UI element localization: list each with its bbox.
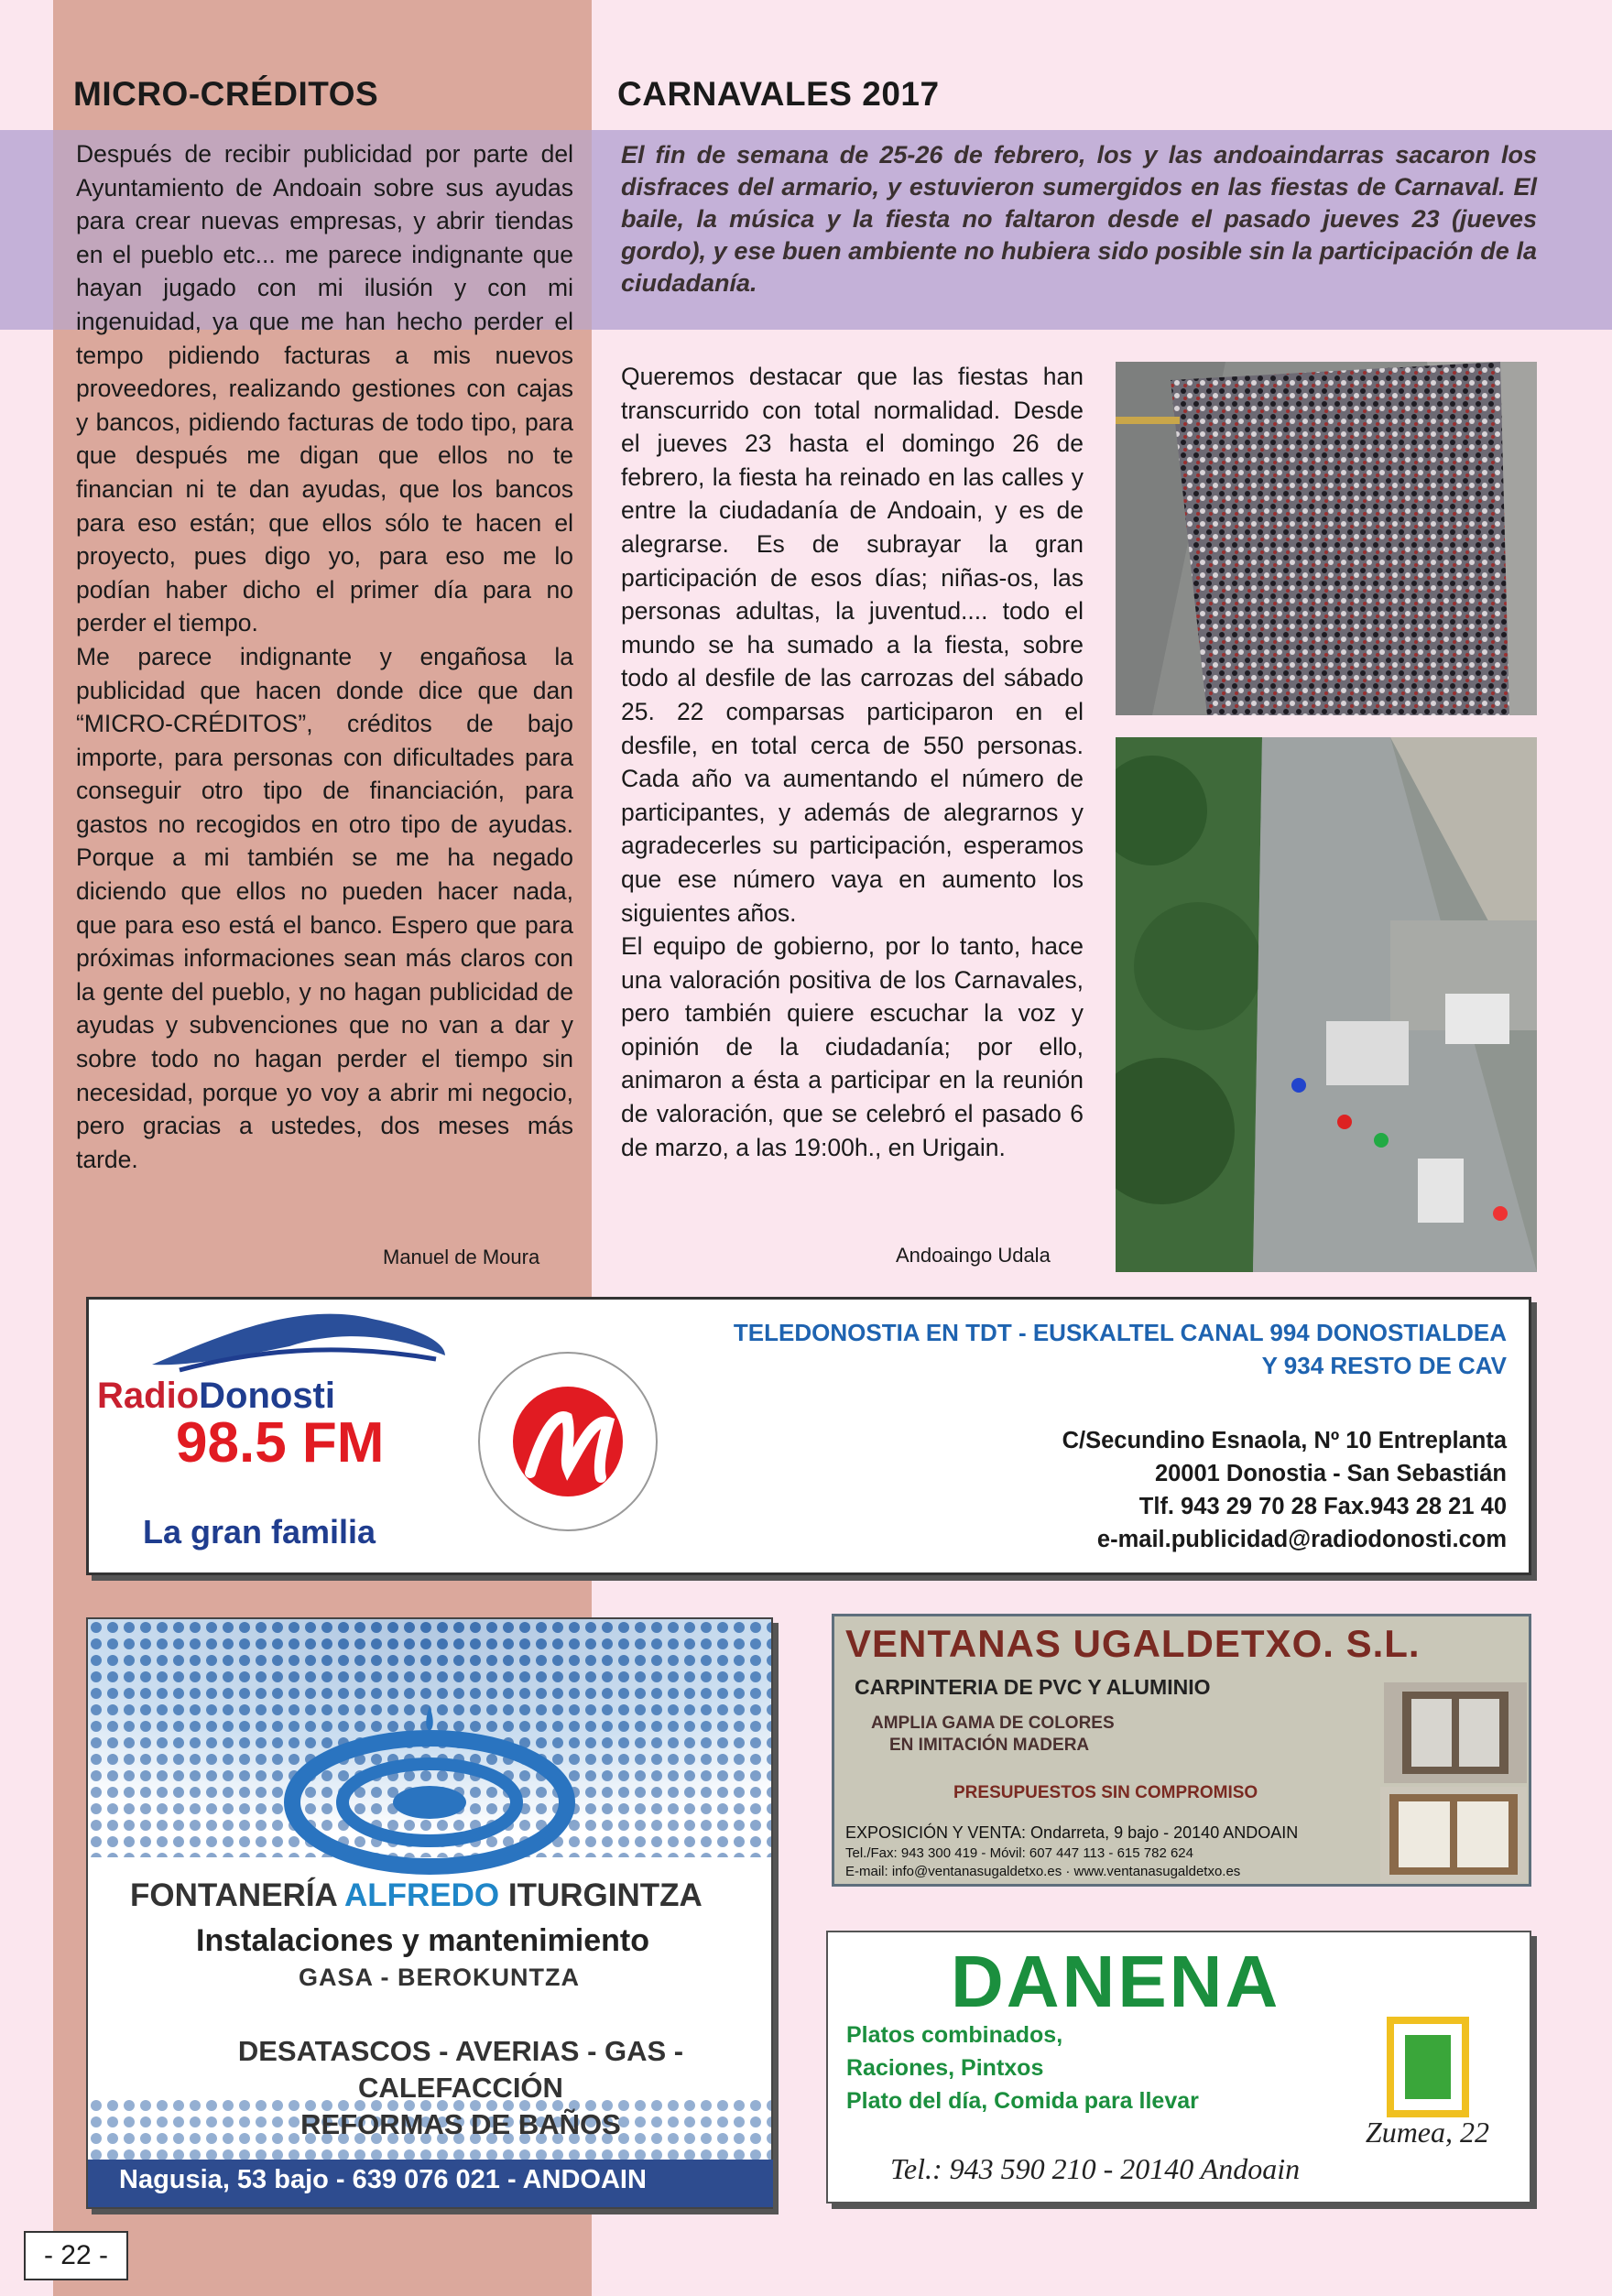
ventanas-contact-3: E-mail: info@ventanasugaldetxo.es · www.ventanasugaldetxo.es [845,1864,1241,1879]
fontaneria-subtitle: Instalaciones y mantenimiento [196,1923,650,1958]
right-article-body: Queremos destacar que las fiestas han transcurrido con total normalidad. Desde el jueves 23 hasta el domingo 26 de febrero, la fiesta ha reinado en las calles y entre la ciudadanía de Andoain, y es de alegrarse. Es de subrayar la gran participación de esos días; niñas-os, las personas adultas, la juventud.... todo el mundo se ha sumado a la fiesta, sobre todo al desfile de las carrozas del sábado 25. 22 comparsas participaron en el desfile, en total cerca de 550 personas. Cada año va aumentando el número de participantes, y además de alegrarnos y agradecerles su participación, esperamos que ese número vaya en aumento los siguientes años. El equipo de gobierno, por lo tanto, hace una valoración positiva de los Carnavales, pero también quiere escuchar la voz y opinión de la ciudadanía; por ello, animaron a ésta a participar en la reunión de valoración, que se celebró el pasado 6 de marzo, a las 19:00h., en Urigain. [621,363,1084,1161]
donosti-word: Donosti [199,1376,335,1416]
danena-ad [826,1931,1531,2204]
left-article-title: MICRO-CRÉDITOS [73,75,379,113]
left-article-signature: Manuel de Moura [383,1246,540,1268]
danena-item-1: Platos combinados, [846,2022,1063,2048]
radio-slogan: La gran familia [143,1513,376,1551]
fontaneria-services-2: REFORMAS DE BAÑOS [300,2108,621,2140]
radio-address-1: C/Secundino Esnaola, Nº 10 Entreplanta [1062,1428,1507,1453]
danena-item-2: Raciones, Pintxos [846,2055,1044,2081]
right-article-title: CARNAVALES 2017 [617,75,940,113]
fontaneria-name-c: ITURGINTZA [499,1877,703,1913]
tv-line-1: TELEDONOSTIA EN TDT - EUSKALTEL CANAL 994 DONOSTIALDEA [733,1319,1507,1346]
danena-phone: Tel.: 943 590 210 - 20140 Andoain [890,2152,1301,2185]
ventanas-line-2: EN IMITACIÓN MADERA [889,1736,1090,1755]
danena-item-3: Plato del día, Comida para llevar [846,2088,1199,2114]
ventanas-window-photo-1 [1384,1682,1527,1783]
radio-word: Radio [97,1376,200,1416]
ventanas-title: VENTANAS UGALDETXO. S.L. [845,1622,1421,1665]
fontaneria-name-a: FONTANERÍA [130,1877,344,1913]
fontaneria-services [136,2033,786,2143]
right-article-signature: Andoaingo Udala [896,1244,1051,1267]
ventanas-window-photo-2 [1380,1787,1527,1882]
radio-tv-info [513,1316,1507,1382]
carnival-parade-street-photo [1116,737,1537,1272]
ventanas-line-3: PRESUPUESTOS SIN COMPROMISO [953,1783,1258,1802]
fontaneria-name [130,1877,703,1914]
ventanas-contact-2: Tel./Fax: 943 300 419 - Móvil: 607 447 113 - 615 782 624 [845,1845,1193,1861]
ventanas-ugaldetxo-ad [832,1614,1531,1887]
radio-address-2: 20001 Donostia - San Sebastián [1154,1461,1507,1486]
danena-title: DANENA [951,1941,1281,2022]
left-article-body: Después de recibir publicidad por parte del Ayuntamiento de Andoain sobre sus ayudas para crear nuevas empresas, y abrir tiendas en el pueblo etc... me parece indignante que hayan jugado con mi ilusión y con mi ingenuidad, ya que me han hecho perder el tempo pidiendo facturas a mis nuevos proveedores, realizando gestiones con cajas y bancos, pidiendo facturas de todo tipo, para que después me digan que ellos no te financian ni te dan ayudas, que los bancos para eso están; que ellos sólo te hacen el proyecto, pues digo yo, para eso me lo podían haber dicho el primer día para no perder el tiempo. Me parece indignante y engañosa la publicidad que hacen donde dice que dan “MICRO-CRÉDITOS”, créditos de bajo importe, para personas con dificultades para conseguir otro tipo de financiación, para gastos no recogidos en otro tipo de ayudas. Porque a mi también se me ha negado diciendo que ellos no pueden hacer nada, que para eso está el banco. Espero que para próximas informaciones sean más claros con la gente del pueblo, y no hagan publicidad de ayudas y subvenciones que no van a dar y sobre todo no hagan perder el tiempo sin necesidad, porque yo voy a abrir mi negocio, pero gracias a ustedes, dos meses más tarde. [76,140,573,1173]
tv-line-2: Y 934 RESTO DE CAV [1261,1352,1507,1379]
danena-address: Zumea, 22 [1365,2116,1489,2149]
ventanas-contact-1: EXPOSICIÓN Y VENTA: Ondarreta, 9 bajo - 20140 ANDOAIN [845,1823,1299,1842]
fontaneria-subtitle-2: GASA - BEROKUNTZA [299,1964,580,1991]
radio-phones: Tlf. 943 29 70 28 Fax.943 28 21 40 [1138,1494,1507,1519]
fontaneria-services-1: DESATASCOS - AVERIAS - GAS - CALEFACCIÓN [237,2035,684,2104]
radio-donosti-wave-logo [143,1300,454,1374]
fontaneria-address: Nagusia, 53 bajo - 639 076 021 - ANDOAIN [119,2165,647,2194]
radio-frequency: 98.5 FM [176,1411,385,1474]
ventanas-subtitle: CARPINTERIA DE PVC Y ALUMINIO [855,1675,1211,1699]
radio-email: e-mail.publicidad@radiodonosti.com [1096,1527,1507,1552]
right-article-lead: El fin de semana de 25-26 de febrero, los y las andoaindarras sacaron los disfraces del armario, y estuvieron sumergidos en las fiestas de Carnaval. El baile, la música y la fiesta no faltaron desde el pasado jueves 23 (jueves gordo), y ese buen ambiente no hubiera sido posible sin la participación de la ciudadanía. [621,141,1537,297]
danena-items [846,2019,1199,2117]
fontaneria-name-b: ALFREDO [343,1877,500,1913]
danena-color-blocks [1387,2017,1469,2117]
carnival-crowd-photo [1116,362,1537,715]
page-number: - 22 - [24,2231,128,2280]
ventanas-line-1: AMPLIA GAMA DE COLORES [871,1714,1115,1733]
radio-contact [824,1424,1507,1556]
